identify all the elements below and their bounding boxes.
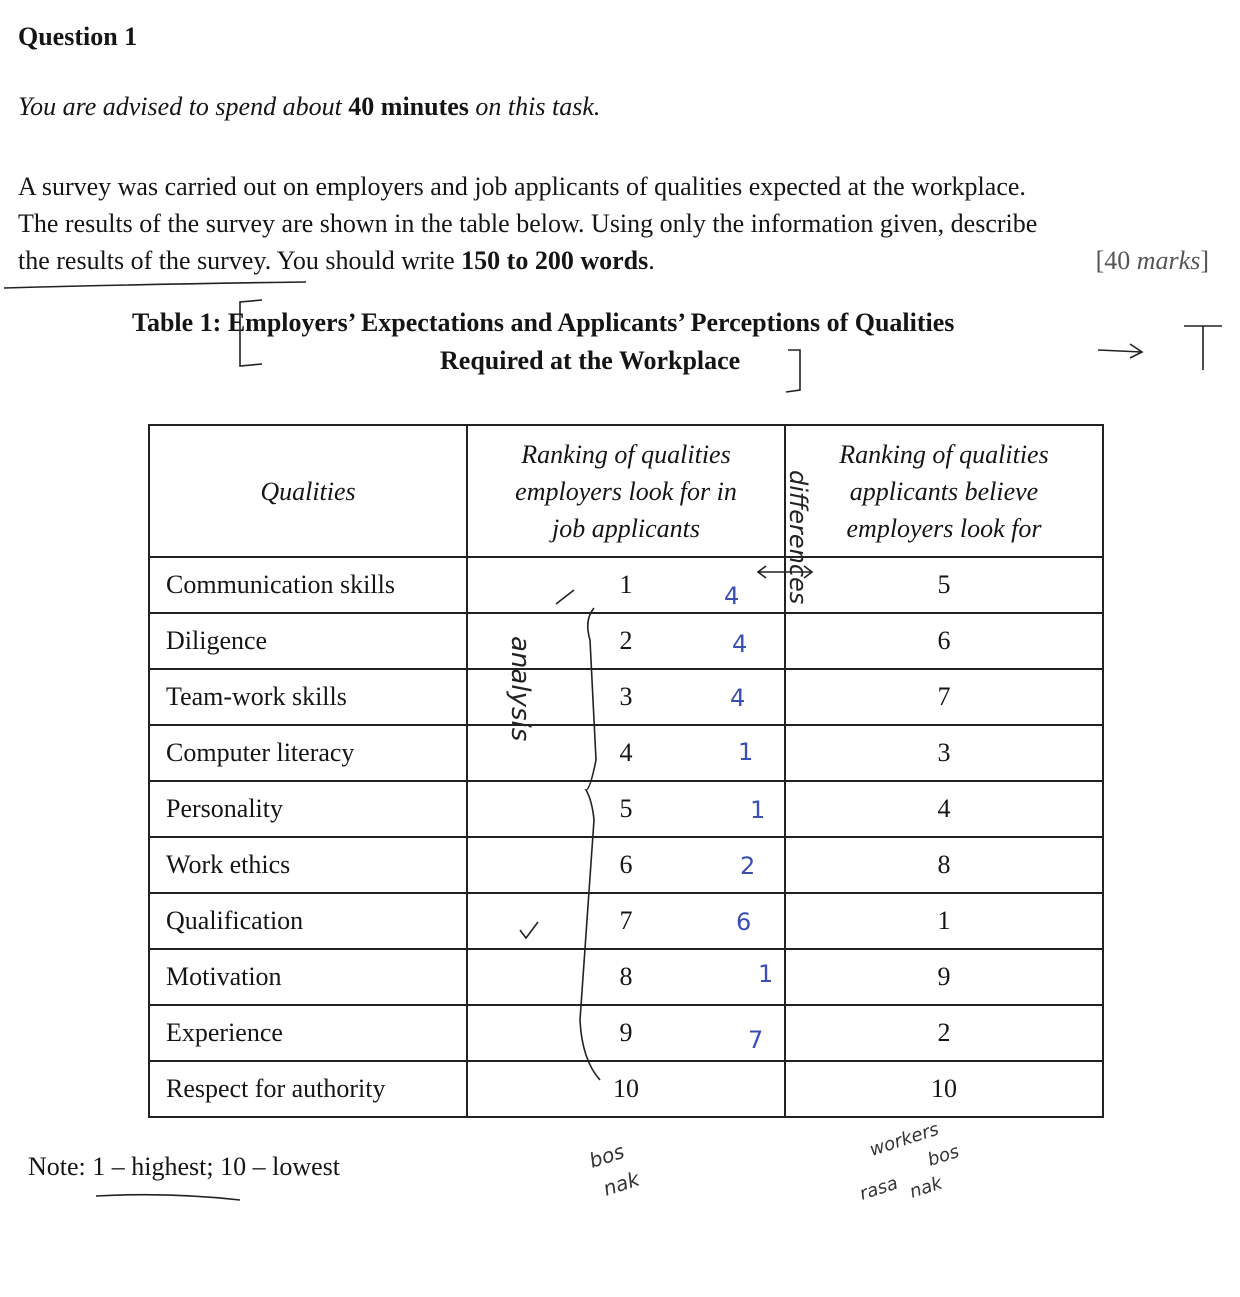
blue-number: 2	[740, 852, 756, 880]
table-row: Team-work skills 3 7	[149, 669, 1103, 725]
handwritten-word-differences: differences	[784, 470, 812, 605]
blue-number: 4	[724, 582, 740, 610]
table-row: Motivation 8 9	[149, 949, 1103, 1005]
header-applicants: Ranking of qualities applicants believe employers look for	[785, 425, 1103, 557]
scribble-workers: workers	[867, 1118, 942, 1161]
handwritten-word-analysis: analysis	[505, 636, 535, 742]
marks-label: [40 marks]	[1095, 246, 1209, 275]
time-advice: You are advised to spend about 40 minutes on this task.	[18, 92, 601, 121]
blue-number: 7	[748, 1026, 764, 1054]
table-row: Experience 9 2	[149, 1005, 1103, 1061]
time-advice-duration: 40 minutes	[348, 92, 469, 121]
table-caption-line-1: Table 1: Employers’ Expectations and Applicants’ Perceptions of Qualities	[132, 308, 955, 337]
question-heading: Question 1	[18, 22, 138, 51]
table-row: Work ethics 6 8	[149, 837, 1103, 893]
scribble-rasa: rasa	[857, 1172, 901, 1205]
scribble-bos: bos	[586, 1139, 628, 1173]
blue-number: 1	[750, 796, 766, 824]
task-prompt-line-1: A survey was carried out on employers and job applicants of qualities expected at the workplace.	[18, 172, 1026, 201]
table-note: Note: 1 – highest; 10 – lowest	[28, 1152, 340, 1181]
table-row: Communication skills 1 5	[149, 557, 1103, 613]
header-employers: Ranking of qualities employers look for in job applicants	[467, 425, 785, 557]
word-count: 150 to 200 words	[461, 246, 649, 275]
blue-number: 1	[758, 960, 774, 988]
blue-number: 4	[730, 684, 746, 712]
blue-number: 4	[732, 630, 748, 658]
header-qualities: Qualities	[149, 425, 467, 557]
blue-number: 6	[736, 908, 752, 936]
table-row: Qualification 7 1	[149, 893, 1103, 949]
blue-number: 1	[738, 738, 754, 766]
scribble-nak-2: nak	[907, 1172, 945, 1203]
table-caption-line-2: Required at the Workplace	[440, 346, 741, 375]
table-row: Respect for authority 10 10	[149, 1061, 1103, 1117]
table-row: Personality 5 4	[149, 781, 1103, 837]
table-row: Computer literacy 4 3	[149, 725, 1103, 781]
task-prompt-line-3: the results of the survey. You should write 150 to 200 words. [40 marks]	[18, 242, 1213, 279]
scribble-bos-2: bos	[925, 1140, 962, 1171]
table-row: Diligence 2 6	[149, 613, 1103, 669]
scribble-nak: nak	[600, 1166, 643, 1201]
task-prompt-line-2: The results of the survey are shown in the table below. Using only the information given, describe	[18, 209, 1038, 238]
